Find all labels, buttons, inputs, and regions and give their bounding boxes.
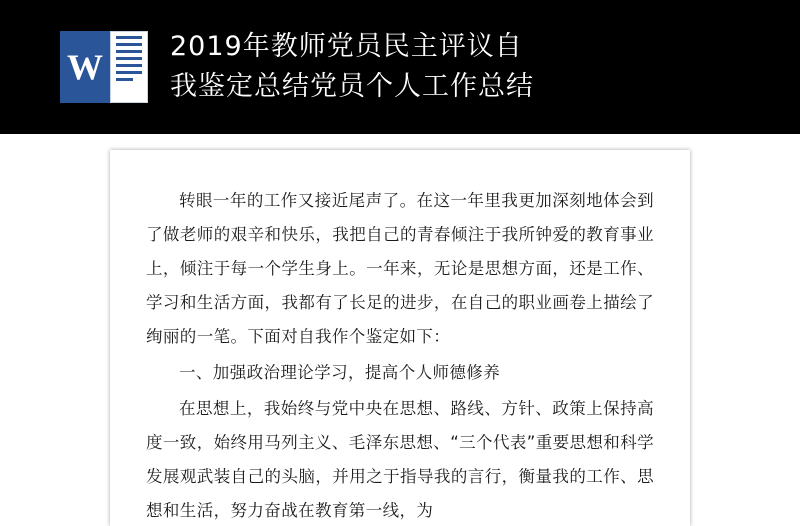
document-header-banner [0,0,800,134]
word-icon-line [116,36,142,39]
word-icon-line [116,50,142,53]
word-document-icon [60,31,148,103]
document-body-sheet [110,150,690,526]
document-title-line-1: 2019年教师党员民主评议自 [170,31,523,62]
word-icon-page [110,31,148,103]
word-icon-line [116,64,142,67]
word-icon-line [116,57,142,60]
word-icon-line [116,78,133,81]
document-paragraph: 一、加强政治理论学习，提高个人师德修养 [179,363,501,382]
word-icon-letter-block [60,31,110,103]
document-title [170,27,534,107]
word-icon-line [116,71,142,74]
word-icon-letter: W [67,47,103,87]
document-paragraph: 在思想上，我始终与党中央在思想、路线、方针、政策上保持高度一致，始终用马列主义、毛泽东思想、“三个代表”重要思想和科学发展观武装自己的头脑，并用之于指导我的言行，衡量我的工作、思想和生活，努力奋战在教育第一线，为 [146,399,654,520]
document-paragraph: 转眼一年的工作又接近尾声了。在这一年里我更加深刻地体会到了做老师的艰辛和快乐，我把自己的青春倾注于我所钟爱的教育事业上，倾注于每一个学生身上。一年来，无论是思想方面，还是工作、学习和生活方面，我都有了长足的进步，在自己的职业画卷上描绘了绚丽的一笔。下面对自我作个鉴定如下： [146,191,654,346]
document-title-line-2: 我鉴定总结党员个人工作总结 [170,71,534,102]
word-icon-line [116,43,142,46]
